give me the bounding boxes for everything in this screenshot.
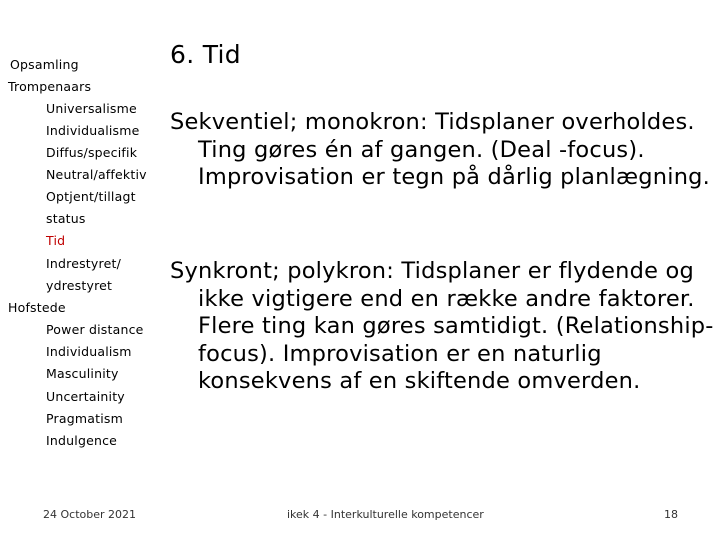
outline-item-indrestyret[interactable]: Indrestyret/ bbox=[46, 256, 121, 271]
footer-page-number: 18 bbox=[664, 508, 678, 521]
paragraph-synkront: Synkront; polykron: Tidsplaner er flydende og ikke vigtigere end en række andre faktorer. Flere ting kan gøres samtidigt. (Relationship-focus). Improvisation er en naturlig konsekvens af en skiftende omverden. bbox=[170, 258, 714, 394]
outline-item-power-distance[interactable]: Power distance bbox=[46, 322, 144, 337]
footer-course-title: ikek 4 - Interkulturelle kompetencer bbox=[287, 508, 484, 521]
outline-item-universalisme[interactable]: Universalisme bbox=[46, 101, 137, 116]
slide-title: 6. Tid bbox=[170, 40, 241, 69]
outline-item-ydrestyret[interactable]: ydrestyret bbox=[46, 278, 113, 293]
outline-item-optjent-tillagt[interactable]: Optjent/tillagt bbox=[46, 189, 136, 204]
outline-item-diffus-specifik[interactable]: Diffus/specifik bbox=[46, 145, 138, 160]
outline-item-masculinity[interactable]: Masculinity bbox=[46, 366, 119, 381]
outline-item-opsamling[interactable]: Opsamling bbox=[10, 57, 79, 72]
outline-item-tid-active[interactable]: Tid bbox=[46, 233, 66, 248]
outline-item-uncertainity[interactable]: Uncertainity bbox=[46, 389, 125, 404]
outline-item-neutral-affektiv[interactable]: Neutral/affektiv bbox=[46, 167, 147, 182]
outline-item-indulgence[interactable]: Indulgence bbox=[46, 433, 118, 448]
outline-item-status[interactable]: status bbox=[46, 211, 86, 226]
footer-date: 24 October 2021 bbox=[43, 508, 137, 521]
outline-item-hofstede[interactable]: Hofstede bbox=[8, 300, 66, 315]
outline-item-pragmatism[interactable]: Pragmatism bbox=[46, 411, 123, 426]
outline-item-individualisme[interactable]: Individualisme bbox=[46, 123, 140, 138]
outline-item-individualism[interactable]: Individualism bbox=[46, 344, 132, 359]
paragraph-sekventiel: Sekventiel; monokron: Tidsplaner overholdes. Ting gøres én af gangen. (Deal -focus). Improvisation er tegn på dårlig planlægning. bbox=[170, 109, 710, 190]
outline-item-trompenaars[interactable]: Trompenaars bbox=[8, 79, 92, 94]
